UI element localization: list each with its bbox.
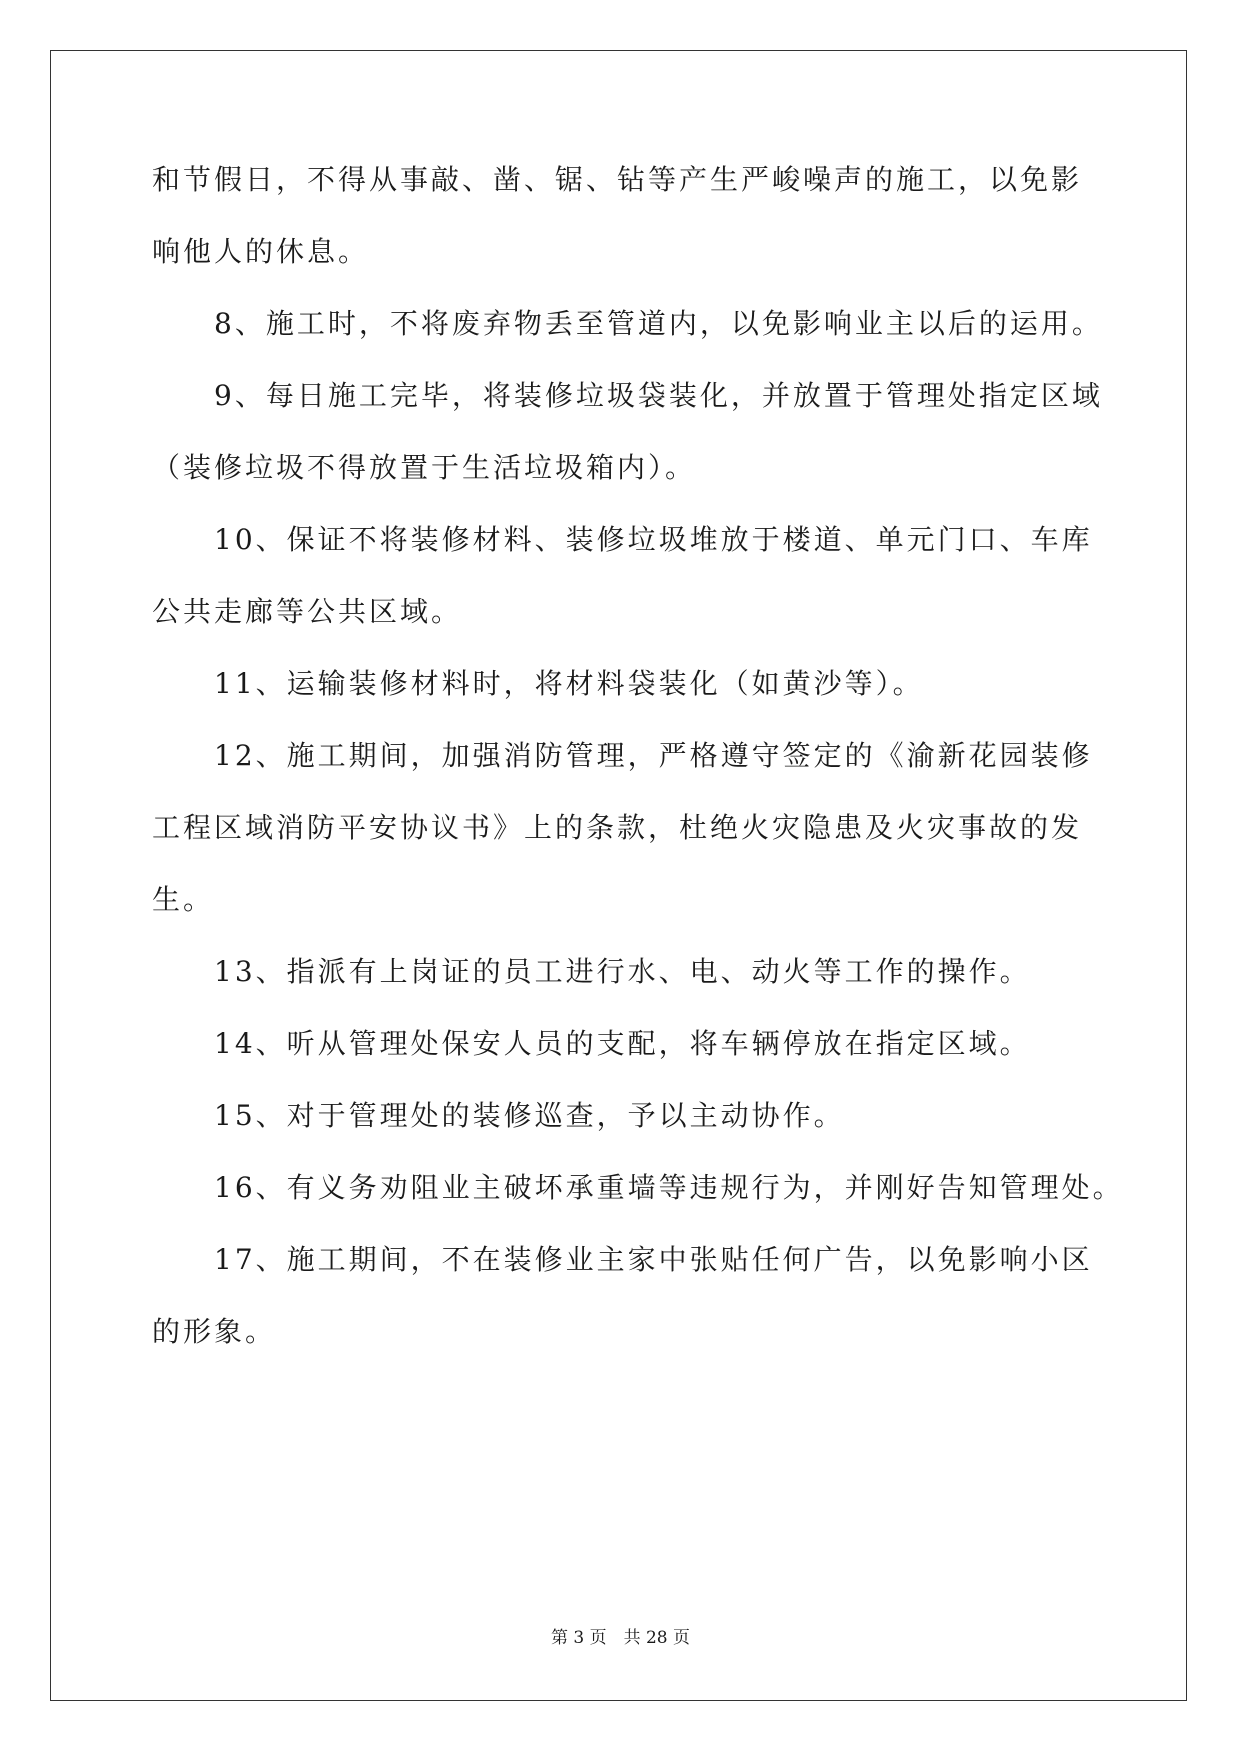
paragraph-14: 14、听从管理处保安人员的支配，将车辆停放在指定区域。 xyxy=(214,1027,1031,1060)
page-number-label: 第 3 页 共 28 页 xyxy=(550,1628,691,1648)
paragraph-11: 11、运输装修材料时，将材料袋装化（如黄沙等）。 xyxy=(214,667,924,700)
paragraph-9: 9、每日施工完毕，将装修垃圾袋装化，并放置于管理处指定区域 xyxy=(214,379,1103,412)
text-line: 工程区域消防平安协议书》上的条款，杜绝火灾隐患及火灾事故的发 xyxy=(152,811,1083,844)
text-line: 的形象。 xyxy=(152,1315,277,1348)
page-footer xyxy=(0,1628,1241,1648)
paragraph-15: 15、对于管理处的装修巡查，予以主动协作。 xyxy=(214,1099,845,1132)
paragraph-13: 13、指派有上岗证的员工进行水、电、动火等工作的操作。 xyxy=(214,955,1031,988)
text-line: 生。 xyxy=(152,883,215,916)
text-line: （装修垃圾不得放置于生活垃圾箱内）。 xyxy=(152,451,697,484)
paragraph-10: 10、保证不将装修材料、装修垃圾堆放于楼道、单元门口、车库 xyxy=(214,523,1093,556)
paragraph-8: 8、施工时，不将废弃物丢至管道内，以免影响业主以后的运用。 xyxy=(214,307,1103,340)
page-border xyxy=(50,50,1187,1701)
text-line: 公共走廊等公共区域。 xyxy=(152,595,463,628)
paragraph-16: 16、有义务劝阻业主破坏承重墙等违规行为，并刚好告知管理处。 xyxy=(214,1171,1124,1204)
paragraph-12: 12、施工期间，加强消防管理，严格遵守签定的《渝新花园装修 xyxy=(214,739,1093,772)
text-line: 和节假日，不得从事敲、凿、锯、钻等产生严峻噪声的施工，以免影 xyxy=(152,163,1083,196)
paragraph-17: 17、施工期间，不在装修业主家中张贴任何广告，以免影响小区 xyxy=(214,1243,1093,1276)
text-line: 响他人的休息。 xyxy=(152,235,370,268)
